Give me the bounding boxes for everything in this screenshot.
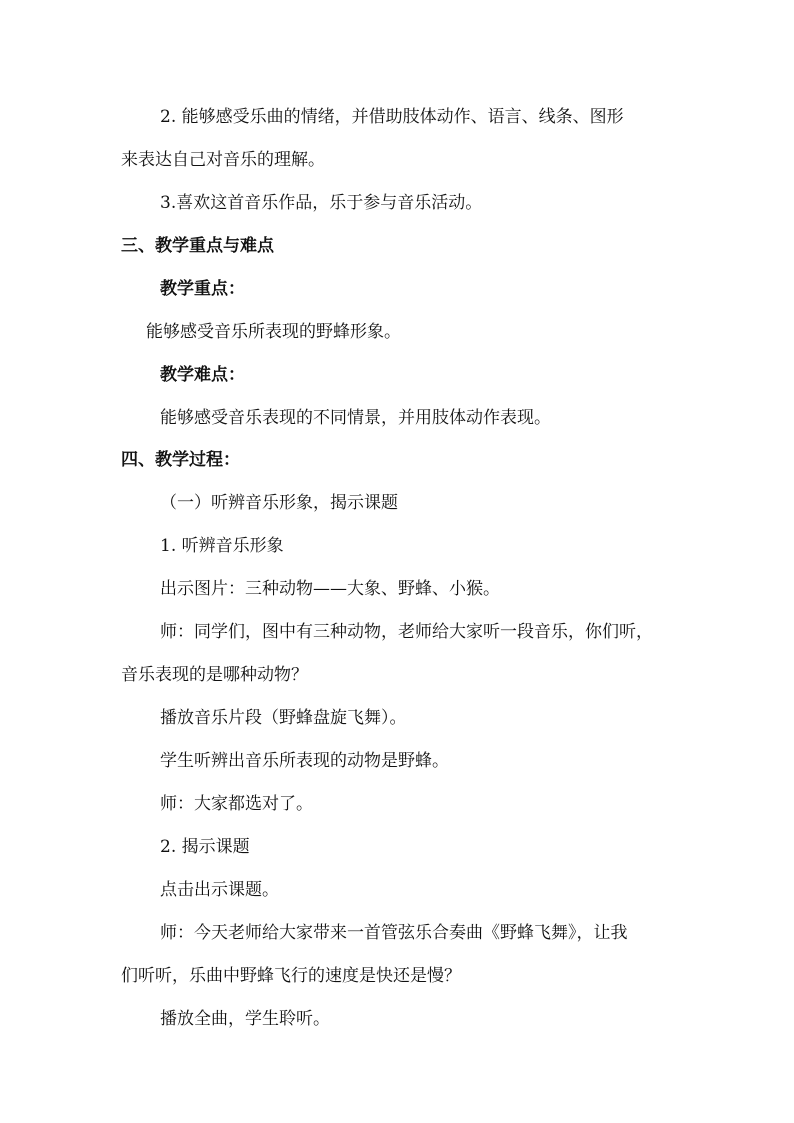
subheading-difficulty: 教学难点：: [160, 365, 245, 385]
paragraph-click-title: 点击出示课题。: [160, 880, 279, 900]
paragraph-teacher-correct: 师：大家都选对了。: [160, 794, 313, 814]
subheading-key-point: 教学重点：: [160, 279, 245, 299]
paragraph-teacher-line-2: 音乐表现的是哪种动物？: [121, 665, 308, 685]
paragraph-teacher-line-1: 师：同学们，图中有三种动物，老师给大家听一段音乐，你们听，: [160, 622, 653, 642]
paragraph-play-fragment: 播放音乐片段（野蜂盘旋飞舞）。: [160, 708, 407, 728]
step-heading-2: 2. 揭示课题: [160, 837, 250, 857]
section-heading-process: 四、教学过程：: [121, 450, 240, 470]
paragraph-show-picture: 出示图片：三种动物——大象、野蜂、小猴。: [160, 579, 500, 599]
paragraph-goal-2-line-2: 来表达自己对音乐的理解。: [121, 150, 325, 170]
subsection-heading-listen: （一）听辨音乐形象，揭示课题: [160, 493, 398, 513]
paragraph-teacher-intro-line-2: 们听听，乐曲中野蜂飞行的速度是快还是慢？: [121, 966, 461, 986]
paragraph-teacher-intro-line-1: 师：今天老师给大家带来一首管弦乐合奏曲《野蜂飞舞》，让我: [160, 923, 628, 943]
step-heading-1: 1. 听辨音乐形象: [160, 536, 284, 556]
section-heading-key-points: 三、教学重点与难点: [121, 236, 274, 256]
paragraph-students-identify: 学生听辨出音乐所表现的动物是野蜂。: [160, 751, 449, 771]
paragraph-key-point: 能够感受音乐所表现的野蜂形象。: [146, 322, 401, 342]
paragraph-goal-3: 3.喜欢这首音乐作品，乐于参与音乐活动。: [160, 193, 483, 213]
paragraph-difficulty: 能够感受音乐表现的不同情景，并用肢体动作表现。: [160, 408, 551, 428]
paragraph-play-full: 播放全曲，学生聆听。: [160, 1009, 330, 1029]
paragraph-goal-2-line-1: 2. 能够感受乐曲的情绪，并借助肢体动作、语言、线条、图形: [160, 107, 624, 127]
